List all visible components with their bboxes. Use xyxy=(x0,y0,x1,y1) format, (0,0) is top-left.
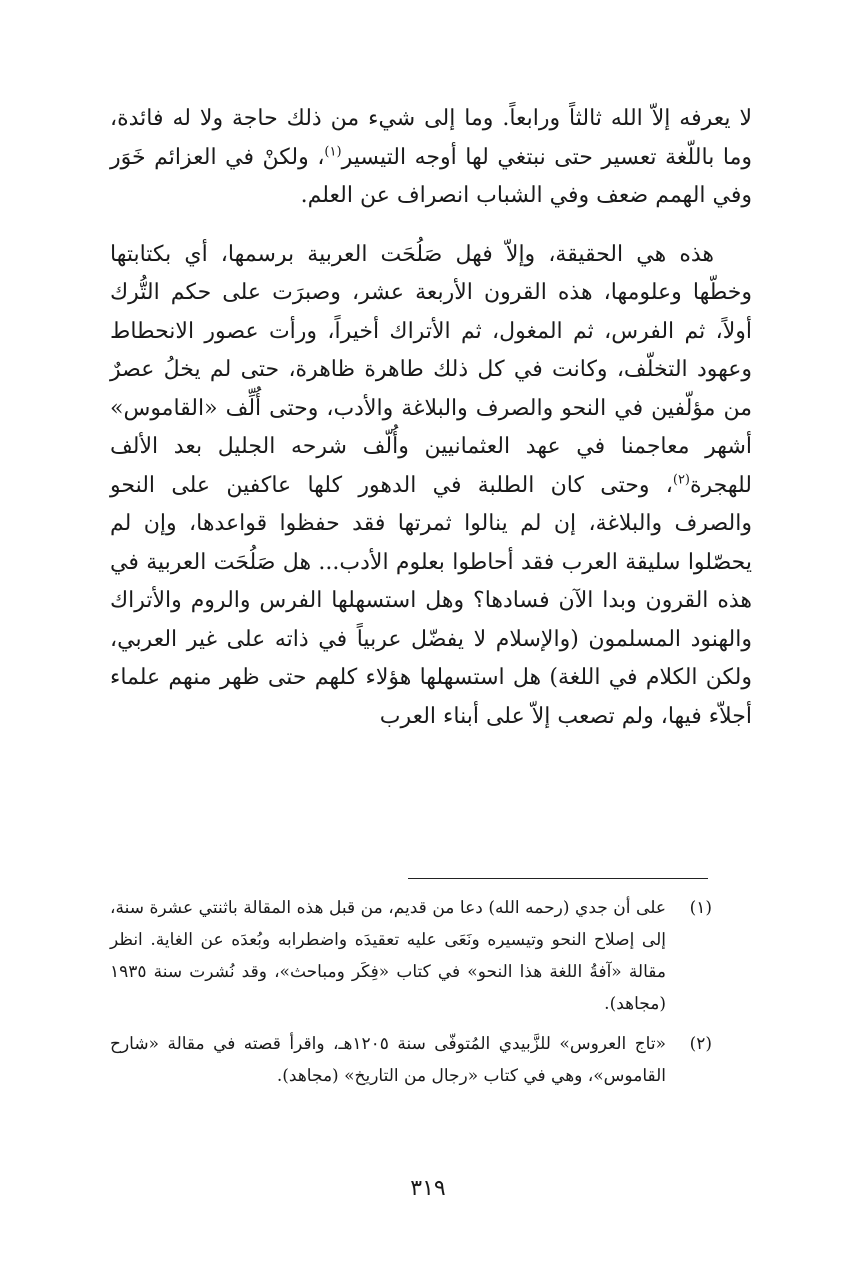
footnote-1 xyxy=(110,892,712,1020)
footnote-divider xyxy=(408,878,708,879)
footnote-ref-1[interactable]: (١) xyxy=(324,144,342,160)
page-number: ٣١٩ xyxy=(410,1176,446,1201)
footnote-2-marker: (٢) xyxy=(689,1034,712,1054)
footnote-2 xyxy=(110,1028,712,1092)
main-text xyxy=(110,100,752,736)
footnote-1-marker: (١) xyxy=(689,898,712,918)
paragraph-2-tail: ، وحتى كان الطلبة في الدهور كلها عاكفين على النحو والصرف والبلاغة، إن لم ينالوا ثمرتها فقد حفظوا قواعدها، وإن لم يحصّلوا سليقة العرب فقد أحاطوا بعلوم الأدب... هل صَلُحَت العربية في هذه القرون وبدا الآن فسادها؟ وهل استسهلها الفرس والروم والأتراك والهنود المسلمون (والإسلام لا يفضّل عربياً في ذاته على غير العربي، ولكن الكلام في اللغة) هل استسهلها هؤلاء كلهم حتى ظهر منهم علماء أجلاّء فيها، ولم تصعب إلاّ على أبناء العرب xyxy=(110,472,752,729)
paragraph-1-tail: ، ولكنْ في العزائم خَوَر وفي الهمم ضعف وفي الشباب انصراف عن العلم. xyxy=(110,144,752,208)
paragraph-1 xyxy=(110,100,752,216)
paragraph-2 xyxy=(110,236,752,737)
paragraph-1-text: لا يعرفه إلاّ الله ثالثاً ورابعاً. وما إلى شيء من ذلك حاجة ولا له فائدة، وما باللّغة تعسير حتى نبتغي لها أوجه التيسير xyxy=(110,106,752,170)
footnote-2-text: «تاج العروس» للزَّبيدي المُتوفّى سنة ١٢٠٥هـ، واقرأ قصته في مقالة «شارح القاموس»، وهي في كتاب «رجال من التاريخ» (مجاهد). xyxy=(110,1034,666,1086)
footnote-1-text: على أن جدي (رحمه الله) دعا من قديم، من قبل هذه المقالة باثنتي عشرة سنة، إلى إصلاح النحو وتيسيره ونَعَى عليه تعقيدَه واضطرابه وبُعدَه عن الغاية. انظر مقالة «آفةُ اللغة هذا النحو» في كتاب «فِكَر ومباحث»، وقد نُشرت سنة ١٩٣٥ (مجاهد). xyxy=(110,898,666,1014)
footnote-ref-2[interactable]: (٢) xyxy=(672,472,690,488)
footnotes xyxy=(110,892,712,1100)
paragraph-2-text: هذه هي الحقيقة، وإلاّ فهل صَلُحَت العربية برسمها، أي بكتابتها وخطّها وعلومها، هذه القرون الأربعة عشر، وصبرَت على حكم التُّرك أولاً، ثم الفرس، ثم المغول، ثم الأتراك أخيراً، ورأت عصور الانحطاط وعهود التخلّف، وكانت في كل ذلك طاهرة ظاهرة، حتى لم يخلُ عصرٌ من مؤلّفين في النحو والصرف والبلاغة والأدب، وحتى أُلِّف «القاموس» أشهر معاجمنا في عهد العثمانيين وأُلّف شرحه الجليل بعد الألف للهجرة xyxy=(110,241,752,498)
